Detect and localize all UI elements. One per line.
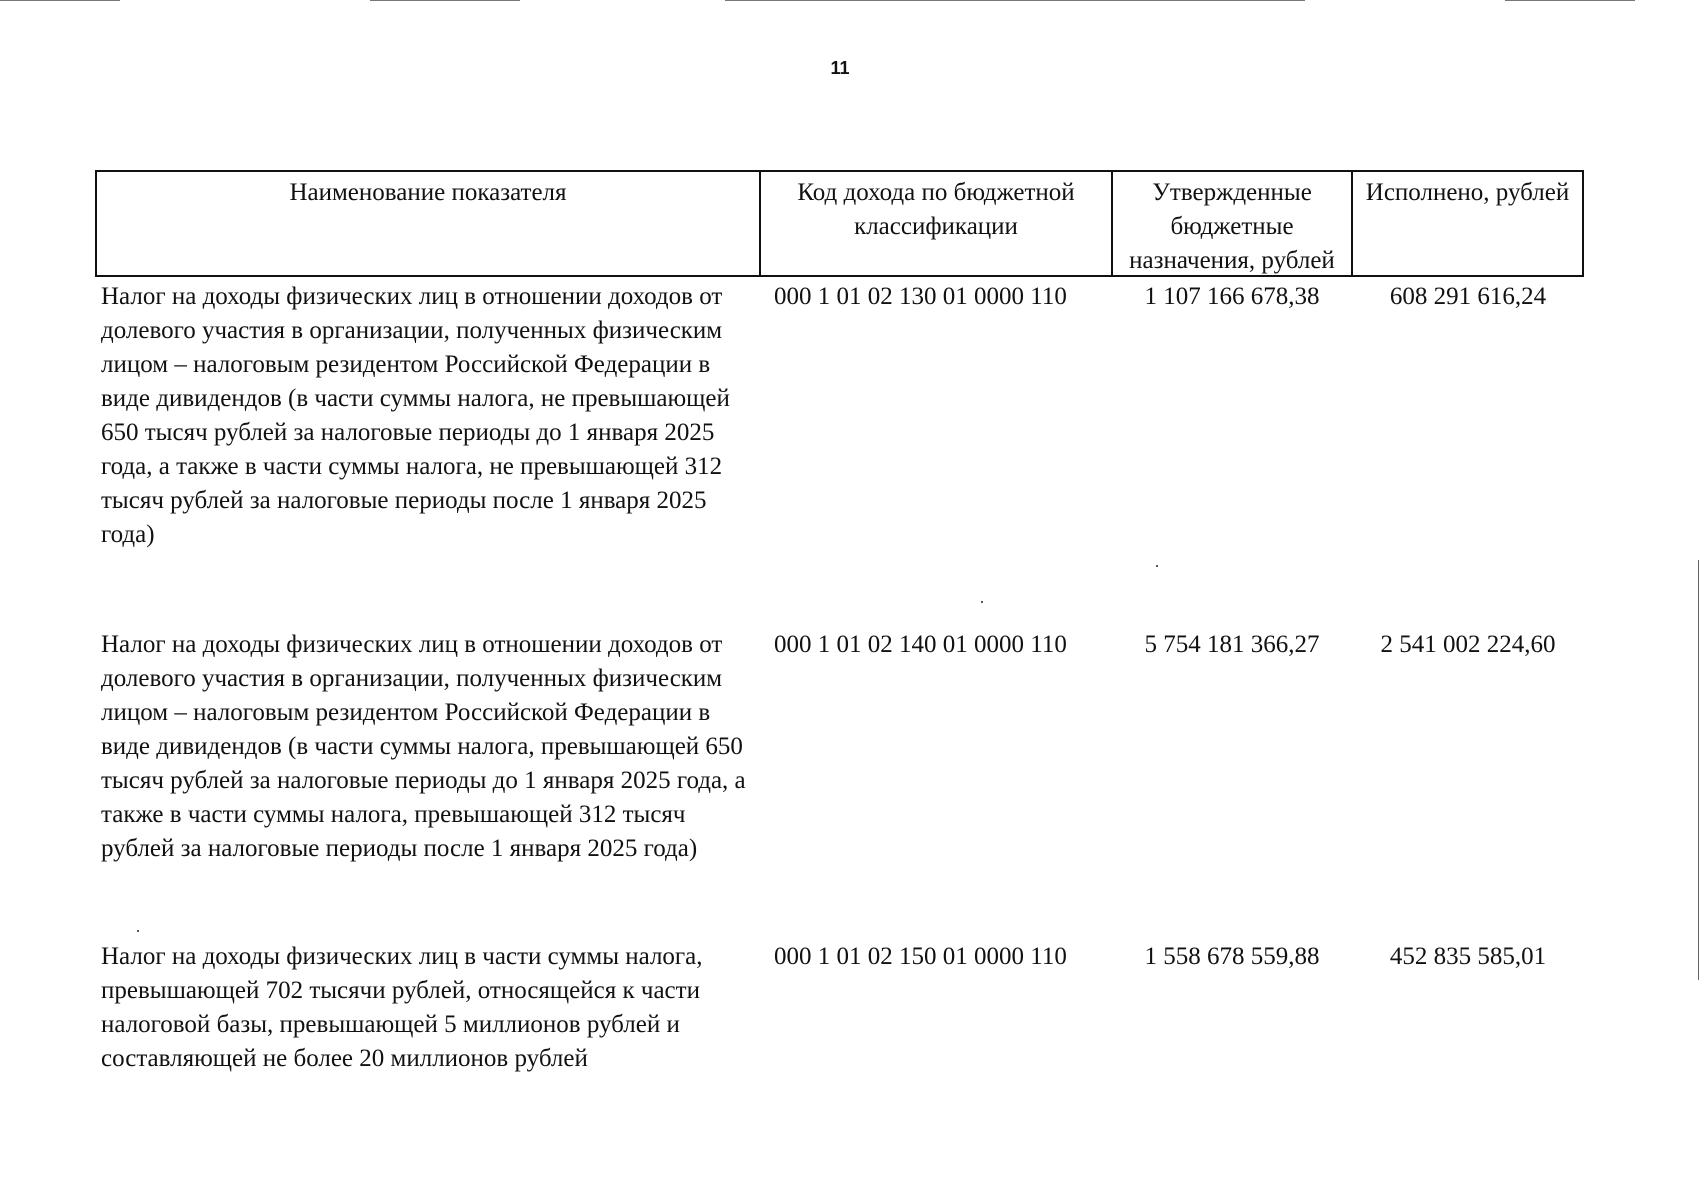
header-code: Код дохода по бюджетной классификации [761, 172, 1113, 275]
row-code: 000 1 01 02 140 01 0000 110 [774, 631, 1067, 658]
row-name: Налог на доходы физических лиц в отношении доходов от долевого участия в организации, полученных физическим лицом – налоговым резидентом Российской Федерации в виде дивидендов (в части суммы налога, превышающей 650 тысяч рублей за налоговые периоды до 1 января 2025 года, а также в части суммы налога, превышающей 312 тысяч рублей за налоговые периоды после 1 января 2025 года) [101, 631, 746, 862]
scan-edge-line [0, 0, 120, 1]
table-header [95, 170, 1584, 277]
row-name: Налог на доходы физических лиц в отношении доходов от долевого участия в организации, полученных физическим лицом – налоговым резидентом Российской Федерации в виде дивидендов (в части суммы налога, не превышающей 650 тысяч рублей за налоговые периоды до 1 января 2025 года, а также в части суммы налога, не превышающей 312 тысяч рублей за налоговые периоды после 1 января 2025 года) [101, 283, 730, 548]
header-executed: Исполнено, рублей [1365, 179, 1570, 206]
row-approved: 5 754 181 366,27 [1144, 631, 1320, 658]
row-executed: 608 291 616,24 [1389, 283, 1547, 310]
page-number: 11 [830, 58, 850, 78]
scan-edge-line [725, 0, 1305, 1]
row-executed: 2 541 002 224,60 [1380, 631, 1556, 658]
row-approved: 1 558 678 559,88 [1144, 943, 1320, 970]
scan-edge-line [1505, 0, 1635, 1]
scan-edge-line [1698, 560, 1699, 980]
header-approved: Утвержденные бюджетные назначения, рублей [1113, 172, 1353, 275]
row-code: 000 1 01 02 150 01 0000 110 [774, 943, 1067, 970]
row-name: Налог на доходы физических лиц в части суммы налога, превышающей 702 тысячи рублей, относящейся к части налоговой базы, превышающей 5 миллионов рублей и составляющей не более 20 миллионов рублей [101, 943, 703, 1072]
scan-edge-line [370, 0, 520, 1]
scan-speck [137, 930, 139, 932]
row-approved: 1 107 166 678,38 [1144, 283, 1320, 310]
scan-speck [981, 601, 983, 603]
row-executed: 452 835 585,01 [1389, 943, 1547, 970]
header-name: Наименование показателя [97, 172, 761, 275]
scan-speck [1156, 565, 1158, 567]
row-code: 000 1 01 02 130 01 0000 110 [774, 283, 1067, 310]
